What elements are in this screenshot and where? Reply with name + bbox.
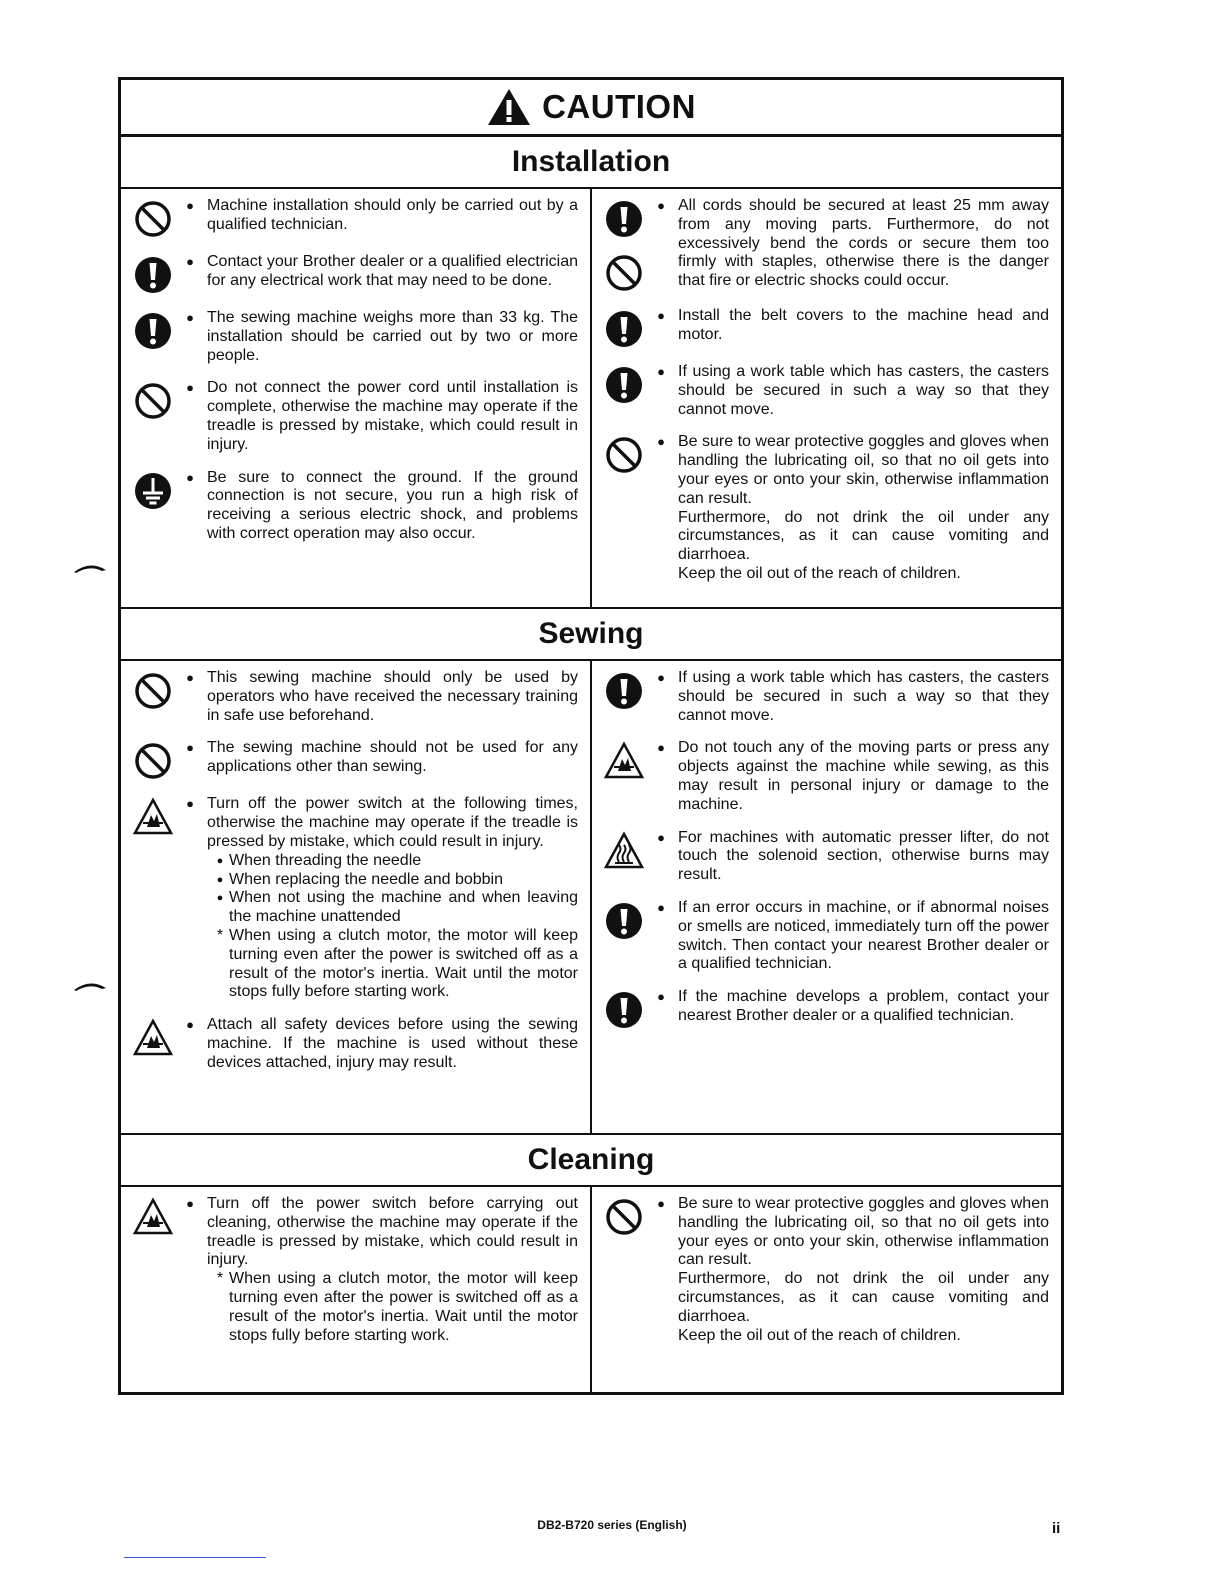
bullet-dot: ● (186, 254, 194, 269)
warning-item (604, 433, 1049, 583)
warning-item (133, 795, 578, 1002)
margin-mark-icon (72, 560, 110, 576)
icon-slot (604, 990, 644, 1030)
icon-slot (604, 199, 644, 293)
bullet-dot: ● (186, 670, 194, 685)
warning-text (678, 433, 1049, 583)
margin-mark-icon (72, 978, 110, 994)
icon-slot (133, 199, 173, 239)
icon-slot (133, 1197, 173, 1237)
warning-text (678, 829, 1049, 885)
bullet-dot: ● (657, 670, 665, 685)
note-item (211, 927, 578, 1002)
mandatory-action-icon (604, 309, 644, 349)
warning-text (678, 1195, 1049, 1345)
warning-item (604, 988, 1049, 1030)
warning-text (207, 739, 578, 777)
warning-paragraph: All cords should be secured at least 25 mm away from any moving parts. Furthermore, do not excessively bend the cords or secure them too firmly with staples, otherwise there is the danger that fire or electric shocks could occur. (678, 197, 1049, 290)
sub-bullet-text: When not using the machine and when leaving the machine unattended (229, 889, 578, 926)
sewing-left-column (121, 661, 592, 1133)
sub-bullet-text: When replacing the needle and bobbin (229, 870, 503, 888)
section-title: Sewing (121, 607, 1061, 661)
caution-frame (118, 77, 1064, 1395)
icon-slot (604, 831, 644, 871)
prohibition-icon (133, 741, 173, 781)
warning-paragraph: Be sure to wear protective goggles and gloves when handling the lubricating oil, so that no oil gets into your eyes or onto your skin, otherwise inflammation can result. (678, 433, 1049, 507)
sub-bullet-item (211, 889, 578, 927)
prohibition-icon (604, 435, 644, 475)
prohibition-icon (133, 381, 173, 421)
warning-item (133, 197, 578, 239)
warning-paragraph: Keep the oil out of the reach of children. (678, 1326, 961, 1344)
warning-paragraph: If using a work table which has casters, the casters should be secured in such a way so that they cannot move. (678, 363, 1049, 418)
icon-slot (604, 365, 644, 405)
warning-item (133, 669, 578, 725)
sub-bullet-item (211, 871, 578, 890)
hand-injury-warning-icon (604, 741, 644, 781)
warning-text (678, 197, 1049, 291)
warning-text (207, 1195, 578, 1345)
installation-section (121, 137, 1061, 607)
icon-slot (604, 309, 644, 349)
bullet-dot: ● (186, 310, 194, 325)
warning-item (604, 739, 1049, 814)
warning-paragraph: This sewing machine should only be used by operators who have received the necessary training in safe use beforehand. (207, 669, 578, 724)
bullet-dot: ● (657, 1196, 665, 1211)
sub-bullet-dot: ● (216, 892, 224, 905)
page-number: ii (1052, 1520, 1061, 1537)
mandatory-action-icon (133, 311, 173, 351)
sub-bullet-text: When threading the needle (229, 851, 422, 869)
bullet-dot: ● (657, 364, 665, 379)
warning-paragraph: Do not touch any of the moving parts or press any objects against the machine while sewing, as this may result in personal injury or damage to the machine. (678, 739, 1049, 813)
warning-item (604, 307, 1049, 349)
section-title: Installation (121, 137, 1061, 189)
note-text: When using a clutch motor, the motor will keep turning even after the power is switched off as a result of the motor's inertia. Wait until the motor stops fully before starting work. (229, 1270, 578, 1344)
section-title: Cleaning (121, 1133, 1061, 1187)
warning-paragraph: The sewing machine weighs more than 33 kg. The installation should be carried out by two or more people. (207, 309, 578, 364)
warning-paragraph: If the machine develops a problem, contact your nearest Brother dealer or a qualified technician. (678, 988, 1049, 1024)
icon-slot (133, 671, 173, 711)
warning-item (133, 379, 578, 454)
caution-title: CAUTION (542, 88, 696, 125)
warning-paragraph: Install the belt covers to the machine head and motor. (678, 307, 1049, 343)
installation-right-column (592, 189, 1061, 607)
footer-link-rule (124, 1557, 266, 1558)
warning-item (604, 899, 1049, 974)
cleaning-left-column (121, 1187, 592, 1392)
icon-slot (133, 471, 173, 511)
warning-paragraph: Do not connect the power cord until installation is complete, otherwise the machine may operate if the treadle is pressed by mistake, which could result in injury. (207, 379, 578, 453)
warning-paragraph: If an error occurs in machine, or if abnormal noises or smells are noticed, immediately turn off the power switch. Then contact your nearest Brother dealer or a qualified technician. (678, 898, 1049, 973)
warning-text (678, 669, 1049, 725)
note-asterisk: * (216, 926, 224, 944)
bullet-dot: ● (186, 1017, 194, 1033)
warning-paragraph: The sewing machine should not be used for any applications other than sewing. (207, 739, 578, 776)
bullet-dot: ● (186, 796, 194, 812)
prohibition-icon (133, 199, 173, 239)
warning-item (604, 669, 1049, 725)
icon-slot (604, 901, 644, 941)
warning-paragraph: Furthermore, do not drink the oil under any circumstances, as it can cause vomiting and diarrhoea. (678, 508, 1049, 564)
icon-slot (604, 435, 644, 475)
warning-text (678, 363, 1049, 419)
warning-item (133, 253, 578, 295)
mandatory-action-icon (604, 901, 644, 941)
bullet-dot: ● (186, 740, 194, 756)
icon-slot (133, 797, 173, 837)
warning-item (133, 1195, 578, 1345)
warning-item (604, 1195, 1049, 1345)
warning-item (133, 309, 578, 365)
mandatory-action-icon (604, 199, 644, 239)
icon-slot (604, 1197, 644, 1237)
mandatory-action-icon (604, 365, 644, 405)
ground-icon (133, 471, 173, 511)
note-text: When using a clutch motor, the motor will keep turning even after the power is switched off as a result of the motor's inertia. Wait until the motor stops fully before starting work. (229, 926, 578, 1001)
prohibition-icon (133, 671, 173, 711)
bullet-dot: ● (186, 380, 194, 396)
warning-text (207, 197, 578, 235)
warning-text (678, 307, 1049, 345)
prohibition-icon (604, 253, 644, 293)
warning-paragraph: For machines with automatic presser lifter, do not touch the solenoid section, otherwise burns may result. (678, 828, 1049, 884)
mandatory-action-icon (133, 255, 173, 295)
icon-slot (133, 255, 173, 295)
sub-bullet-item (211, 852, 578, 871)
cleaning-right-column (592, 1187, 1061, 1392)
warning-item (604, 197, 1049, 293)
warning-item (604, 829, 1049, 885)
warning-paragraph: Turn off the power switch before carrying out cleaning, otherwise the machine may operate if the treadle is pressed by mistake, which could result in injury. (207, 1195, 578, 1269)
warning-item (133, 739, 578, 781)
warning-text (207, 469, 578, 544)
warning-text (207, 1016, 578, 1072)
icon-slot (133, 381, 173, 421)
mandatory-action-icon (604, 990, 644, 1030)
mandatory-action-icon (604, 671, 644, 711)
caution-header (121, 80, 1061, 137)
warning-triangle-icon (486, 87, 532, 127)
sub-bullet-dot: ● (216, 854, 224, 867)
icon-slot (133, 311, 173, 351)
sub-bullet-dot: ● (216, 873, 224, 886)
bullet-dot: ● (186, 1196, 194, 1211)
bullet-dot: ● (186, 198, 194, 213)
warning-item (133, 469, 578, 544)
warning-text (678, 988, 1049, 1026)
warning-paragraph: Keep the oil out of the reach of children. (678, 564, 961, 582)
warning-paragraph: Be sure to wear protective goggles and gloves when handling the lubricating oil, so that no oil gets into your eyes or onto your skin, otherwise inflammation can result. (678, 1195, 1049, 1269)
bullet-dot: ● (657, 899, 665, 915)
warning-paragraph: Be sure to connect the ground. If the ground connection is not secure, you run a high risk of receiving a serious electric shock, and problems with correct operation may also occur. (207, 468, 578, 542)
hot-surface-warning-icon (604, 831, 644, 871)
note-item (211, 1270, 578, 1345)
cleaning-section (121, 1133, 1061, 1392)
warning-text (207, 309, 578, 365)
icon-slot (604, 741, 644, 781)
warning-item (604, 363, 1049, 419)
warning-text (207, 253, 578, 291)
footer-model: DB2-B720 series (English) (537, 1518, 687, 1532)
icon-slot (133, 741, 173, 781)
bullet-dot: ● (657, 829, 665, 845)
warning-paragraph: Machine installation should only be carried out by a qualified technician. (207, 197, 578, 233)
warning-text (678, 899, 1049, 974)
warning-paragraph: Contact your Brother dealer or a qualified electrician for any electrical work that may need to be done. (207, 253, 578, 289)
hand-injury-warning-icon (133, 1018, 173, 1058)
bullet-dot: ● (657, 198, 665, 213)
installation-left-column (121, 189, 592, 607)
bullet-dot: ● (657, 989, 665, 1005)
prohibition-icon (604, 1197, 644, 1237)
bullet-dot: ● (657, 740, 665, 756)
warning-paragraph: Turn off the power switch at the following times, otherwise the machine may operate if the treadle is pressed by mistake, which could result in injury. (207, 795, 578, 850)
bullet-dot: ● (186, 469, 194, 485)
bullet-dot: ● (657, 434, 665, 450)
bullet-dot: ● (657, 308, 665, 323)
warning-text (207, 795, 578, 1002)
sewing-section (121, 607, 1061, 1133)
icon-slot (604, 671, 644, 711)
sewing-right-column (592, 661, 1061, 1133)
warning-item (133, 1016, 578, 1072)
warning-text (678, 739, 1049, 814)
icon-slot (133, 1018, 173, 1058)
hand-injury-warning-icon (133, 797, 173, 837)
warning-paragraph: If using a work table which has casters, the casters should be secured in such a way so that they cannot move. (678, 669, 1049, 724)
warning-paragraph: Furthermore, do not drink the oil under any circumstances, as it can cause vomiting and diarrhoea. (678, 1270, 1049, 1325)
hand-injury-warning-icon (133, 1197, 173, 1237)
warning-paragraph: Attach all safety devices before using the sewing machine. If the machine is used without these devices attached, injury may result. (207, 1016, 578, 1071)
note-asterisk: * (216, 1270, 224, 1288)
warning-text (207, 379, 578, 454)
warning-text (207, 669, 578, 725)
